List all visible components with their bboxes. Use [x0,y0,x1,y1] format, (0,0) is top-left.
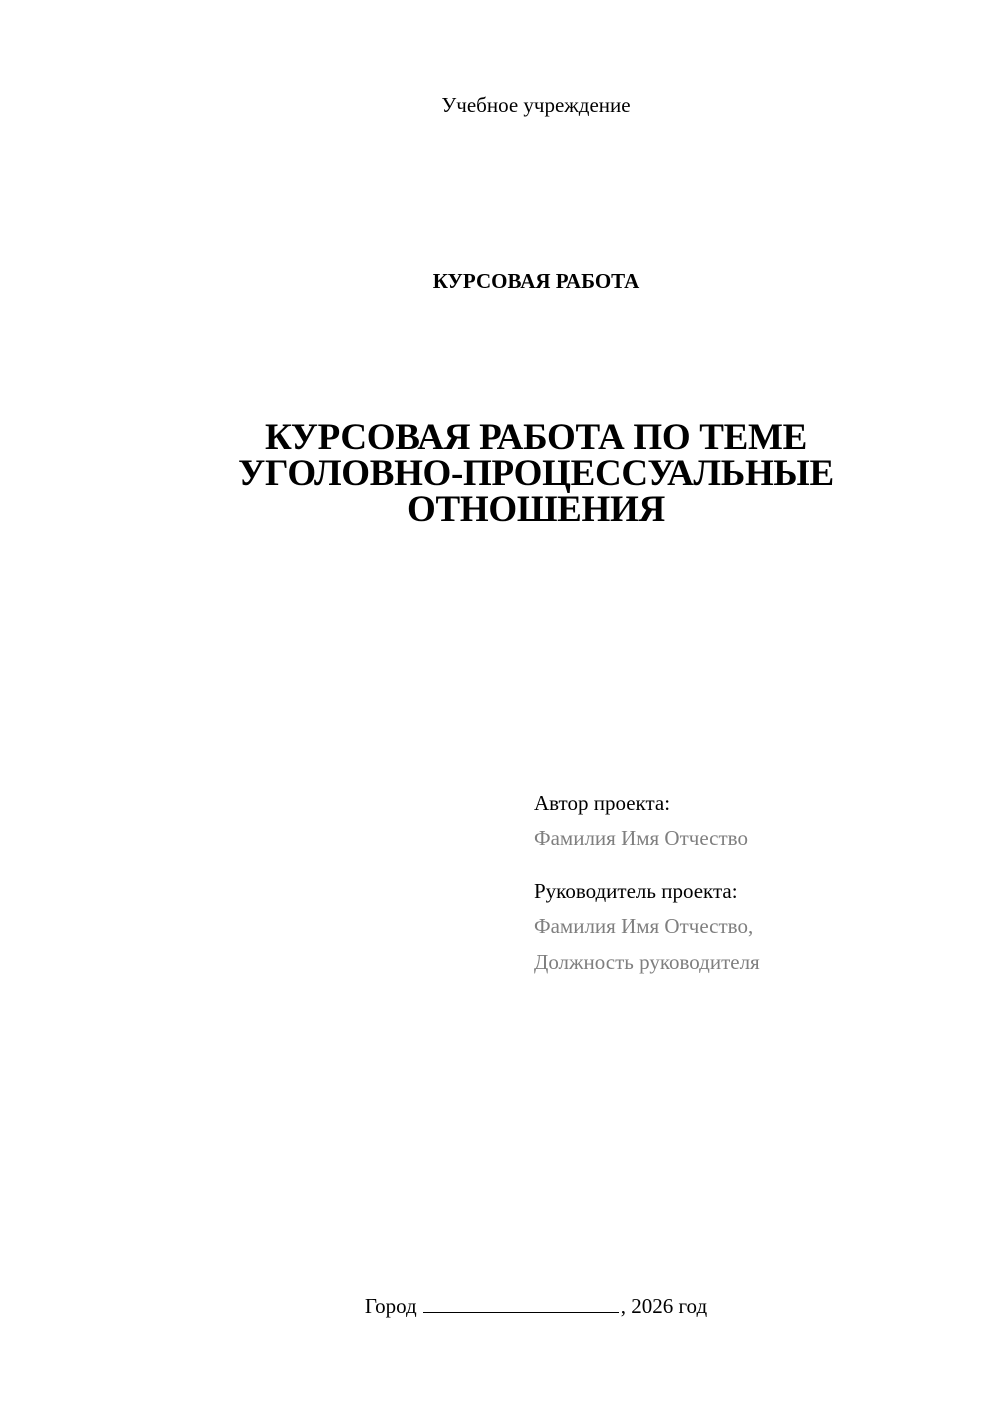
title-line-2: УГОЛОВНО-ПРОЦЕССУАЛЬНЫЕ [238,453,834,494]
footer-city-year [0,1292,1000,1319]
supervisor-name: Фамилия Имя Отчество, [534,914,754,938]
author-label: Автор проекта: [534,791,671,815]
author-name: Фамилия Имя Отчество [534,826,748,850]
city-label: Город [364,1294,417,1318]
city-blank-line [423,1292,619,1313]
title-line-1: КУРСОВАЯ РАБОТА ПО ТЕМЕ [264,417,808,458]
year-text: , 2026 год [620,1294,708,1318]
work-title [0,417,1000,530]
document-type: КУРСОВАЯ РАБОТА [432,269,640,293]
supervisor-block [534,878,974,980]
author-block [534,790,974,856]
supervisor-label: Руководитель проекта: [534,879,738,903]
title-line-3: ОТНОШЕНИЯ [407,489,665,530]
supervisor-position: Должность руководителя [534,950,760,974]
institution-name: Учебное учреждение [441,93,631,117]
project-info [534,790,974,980]
